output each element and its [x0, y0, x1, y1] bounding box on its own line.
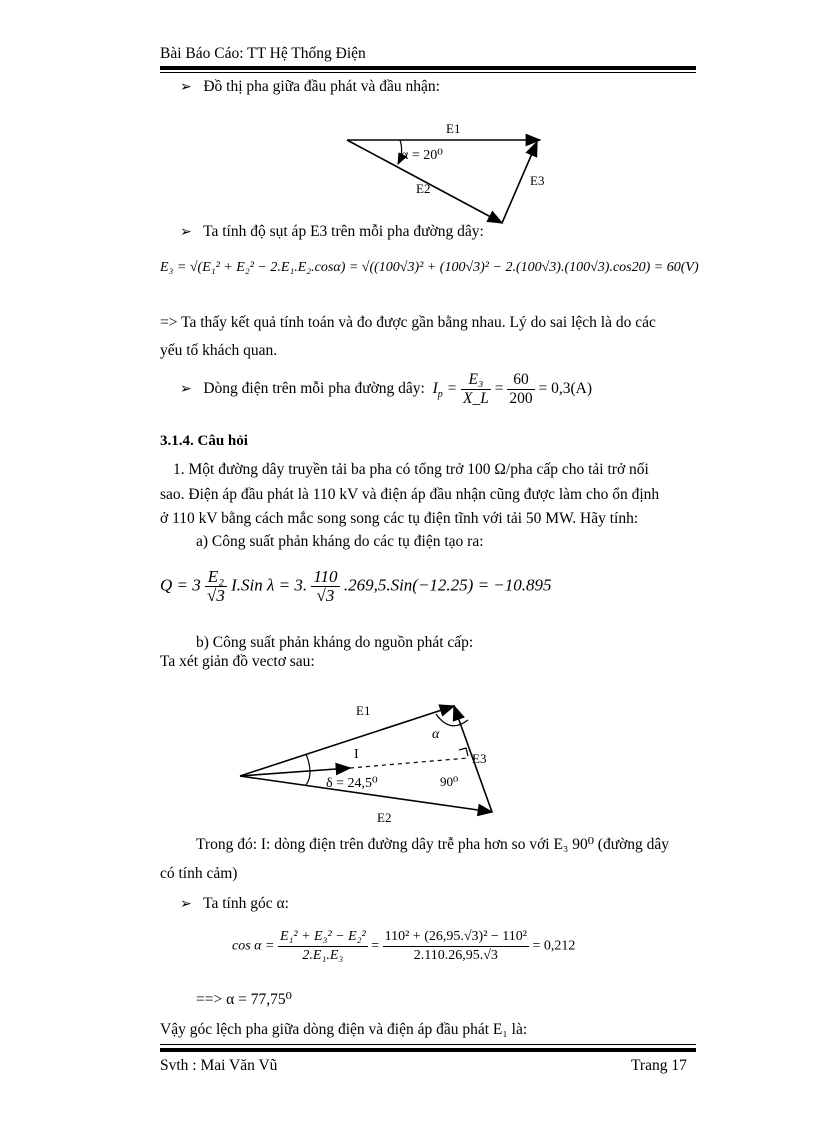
question-part-a: a) Công suất phản kháng do các tụ điện tạo ra: [196, 533, 484, 550]
current-lhs-sub: p [437, 389, 443, 401]
bullet-arrow-icon: ➢ [180, 897, 192, 912]
where-line-2: có tính cảm) [160, 865, 238, 882]
alpha-result: ==> α = 77,75⁰ [196, 991, 292, 1008]
formula-q-rest: .269,5.Sin(−12.25) = −10.895 [343, 575, 552, 595]
formula-cos-alpha: cos α = $\frac{\text{E₁² + E₃² − E₂²}}{\text{2.E₁.E₃}}$ = $\frac{\text{110² + (26,95.√3)² − 110²}}{2.110.26,95.√3}$ = 0,212 [232, 929, 576, 963]
section-label-voltage-drop: Ta tính độ sụt áp E3 trên mỗi pha đường dây: [203, 223, 484, 240]
diagram2-label-e3: E3 [472, 751, 487, 766]
footer-page-number: Trang 17 [631, 1057, 687, 1074]
bullet-alpha [180, 895, 289, 913]
formula-q [160, 568, 552, 605]
current-frac-2 [507, 371, 534, 408]
cos-alpha-frac-2 [383, 928, 529, 965]
diagram2-label-alpha: α [432, 727, 440, 742]
right-angle-mark [459, 748, 468, 756]
bullet-graph-phase [180, 78, 440, 96]
current-frac-1 [461, 371, 491, 408]
diagram1-label-alpha: α = 20⁰ [401, 148, 443, 163]
cos-alpha-result: = 0,212 [532, 938, 576, 954]
current-label: Dòng điện trên mỗi pha đường dây: [203, 380, 425, 398]
formula-q-lhs: Q = 3 [160, 575, 201, 595]
bullet-voltage-drop [180, 223, 484, 241]
diagram1-label-e1: E1 [446, 121, 461, 136]
diagram2-label-e1: E1 [356, 703, 371, 718]
page-header-title: Bài Báo Cáo: TT Hệ Thống Điện [160, 45, 366, 62]
diagram2-label-i: I [354, 747, 359, 762]
alpha-label: Ta tính góc α: [203, 895, 289, 912]
current-frac1-den: X_L [463, 390, 489, 407]
header-rule-thick [160, 66, 696, 70]
diagram2-label-e2: E2 [377, 810, 392, 825]
formula-q-mid: I.Sin λ = 3. [231, 575, 308, 595]
formula-q-frac1-den: √3 [207, 586, 225, 605]
diagram1-label-e3: E3 [530, 173, 545, 188]
conclusion-line-2: yếu tố khách quan. [160, 342, 278, 359]
diagram2-label-90: 90⁰ [440, 774, 459, 789]
formula-q-frac-2 [311, 568, 339, 605]
formula-q-frac-1 [205, 568, 227, 605]
vector2-i-extension [350, 758, 468, 768]
cos-alpha-lhs: cos α = [232, 938, 275, 954]
formula-q-frac2-num: 110 [313, 567, 338, 586]
bullet-arrow-icon: ➢ [180, 225, 192, 240]
section-heading: 3.1.4. Câu hỏi [160, 433, 248, 449]
diagram2-label-delta: δ = 24,5⁰ [326, 776, 378, 791]
conclusion-line-1: => Ta thấy kết quả tính toán và đo được gần bằng nhau. Lý do sai lệch là do các [160, 314, 656, 331]
bullet-arrow-icon: ➢ [180, 80, 192, 95]
current-frac1-num: E₃ [461, 371, 491, 390]
delta-arc [306, 754, 310, 785]
current-lhs: $I_p$ = [432, 380, 458, 401]
formula-e3: E₃ = √(E₁² + E₂² − 2.E₁.E₂.cosα) = √((100√3)² + (100√3)² − 2.(100√3).(100√3).cos20) = 60(V) [160, 260, 699, 275]
current-result: = 0,3(A) [538, 380, 593, 398]
cos-alpha-frac1-den: 2.E₁.E₃ [302, 948, 344, 963]
alpha-arc-2 [436, 714, 468, 726]
footer-author: Svth : Mai Văn Vũ [160, 1057, 278, 1074]
question-part-b: b) Công suất phản kháng do nguồn phát cấp: [196, 634, 474, 651]
cos-alpha-frac1-num: E₁² + E₃² − E₂² [278, 928, 368, 947]
cos-alpha-frac-1 [278, 928, 368, 965]
formula-q-frac1-num: E₂ [205, 568, 227, 587]
question-line-1: 1. Một đường dây truyền tải ba pha có tổng trở 100 Ω/pha cấp cho tải trở nối [173, 461, 649, 478]
vector2-e1 [240, 706, 454, 776]
bullet-arrow-icon: ➢ [180, 382, 192, 398]
diagram-intro: Ta xét giản đồ vectơ sau: [160, 653, 315, 670]
footer-rule-thin [160, 1044, 696, 1045]
current-formula-line: ➢ Dòng điện trên mỗi pha đường dây: $I_p$ = $\frac{\text{E₃}}{X\_L}$ = $\frac{60}{200}$ = 0,3(A) [180, 371, 593, 407]
diagram1-label-e2: E2 [416, 181, 431, 196]
final-line: Vậy góc lệch pha giữa dòng điện và điện áp đầu phát E₁ là: [160, 1021, 528, 1038]
current-frac2-num: 60 [507, 371, 534, 390]
current-frac2-den: 200 [509, 390, 533, 407]
where-line-1: Trong đó: I: dòng điện trên đường dây trễ pha hơn so với E₃ 90⁰ (đường dây [196, 836, 670, 853]
section-label-phase-graph: Đồ thị pha giữa đầu phát và đầu nhận: [203, 78, 440, 95]
header-rule-thin [160, 72, 696, 73]
footer-rule-thick [160, 1048, 696, 1052]
phasor-diagram-1 [330, 118, 560, 230]
current-lhs-symbol: I [432, 380, 438, 398]
question-line-2: sao. Điện áp đầu phát là 110 kV và điện áp đầu nhận cũng được làm cho ổn định [160, 486, 660, 503]
cos-alpha-frac2-num: 110² + (26,95.√3)² − 110² [383, 928, 529, 947]
formula-q-frac2-den: √3 [316, 586, 335, 605]
question-line-3: ở 110 kV bằng cách mắc song song các tụ điện tĩnh với tải 50 MW. Hãy tính: [160, 510, 639, 527]
cos-alpha-frac2-den: 2.110.26,95.√3 [413, 948, 498, 963]
